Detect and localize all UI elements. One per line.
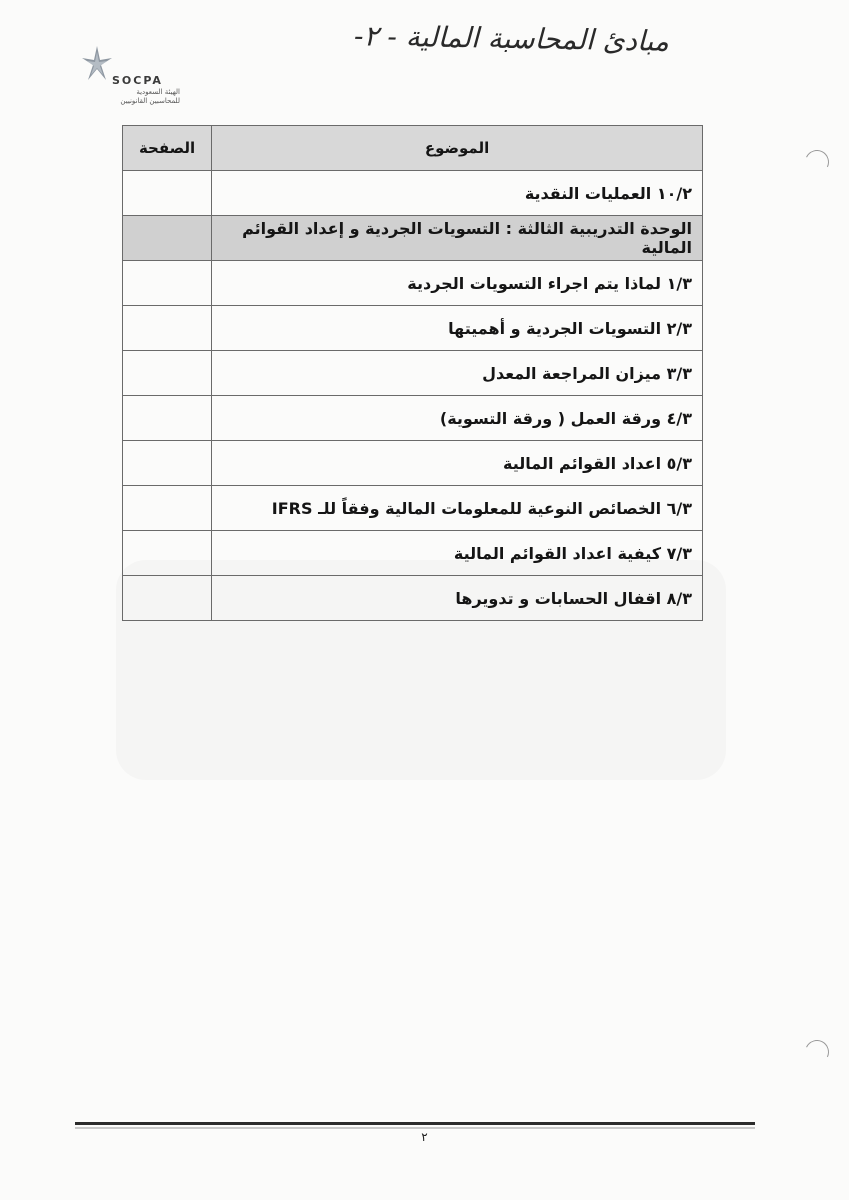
page-number: ٢ <box>421 1130 428 1144</box>
table-row <box>123 396 703 441</box>
subject-cell: ٦/٣ الخصائص النوعية للمعلومات المالية وفقاً للـ IFRS <box>212 486 703 531</box>
table-row <box>123 531 703 576</box>
unit-heading-row <box>123 216 703 261</box>
table-row <box>123 306 703 351</box>
table-of-contents <box>122 125 703 621</box>
subject-cell: ٤/٣ ورقة العمل ( ورقة التسوية) <box>212 396 703 441</box>
page-cell <box>123 441 212 486</box>
table-row <box>123 351 703 396</box>
star-logo-icon <box>80 44 114 84</box>
subject-cell: ٧/٣ كيفية اعداد القوائم المالية <box>212 531 703 576</box>
table-row <box>123 576 703 621</box>
punch-hole-mark <box>802 147 833 178</box>
table-row <box>123 486 703 531</box>
table-row <box>123 261 703 306</box>
subject-cell: ٢/٣ التسويات الجردية و أهميتها <box>212 306 703 351</box>
punch-hole-mark <box>802 1037 833 1068</box>
page-cell <box>123 216 212 261</box>
page-cell <box>123 531 212 576</box>
page-cell <box>123 486 212 531</box>
footer-rule-secondary <box>75 1127 755 1129</box>
page-cell <box>123 576 212 621</box>
table-body <box>123 171 703 621</box>
page-cell <box>123 306 212 351</box>
page-cell <box>123 396 212 441</box>
logo-text: SOCPA <box>112 74 163 87</box>
handwritten-title: مبادئ المحاسبة المالية - ٢- <box>353 19 670 58</box>
table-header-row <box>123 126 703 171</box>
subject-cell: ١/٣ لماذا يتم اجراء التسويات الجردية <box>212 261 703 306</box>
subject-cell: ٨/٣ اقفال الحسابات و تدويرها <box>212 576 703 621</box>
table-row <box>123 441 703 486</box>
subject-cell: ٥/٣ اعداد القوائم المالية <box>212 441 703 486</box>
table-row <box>123 171 703 216</box>
column-header-page: الصفحة <box>123 126 212 171</box>
page-cell <box>123 171 212 216</box>
subject-cell: ٣/٣ ميزان المراجعة المعدل <box>212 351 703 396</box>
socpa-logo <box>80 44 180 114</box>
logo-subtitle: الهيئة السعودية للمحاسبين القانونيين <box>120 88 180 105</box>
column-header-subject: الموضوع <box>212 126 703 171</box>
page-cell <box>123 261 212 306</box>
footer-rule <box>75 1122 755 1125</box>
subject-cell: ١٠/٢ العمليات النقدية <box>212 171 703 216</box>
subject-cell: الوحدة التدريبية الثالثة : التسويات الجردية و إعداد القوائم المالية <box>212 216 703 261</box>
page-cell <box>123 351 212 396</box>
